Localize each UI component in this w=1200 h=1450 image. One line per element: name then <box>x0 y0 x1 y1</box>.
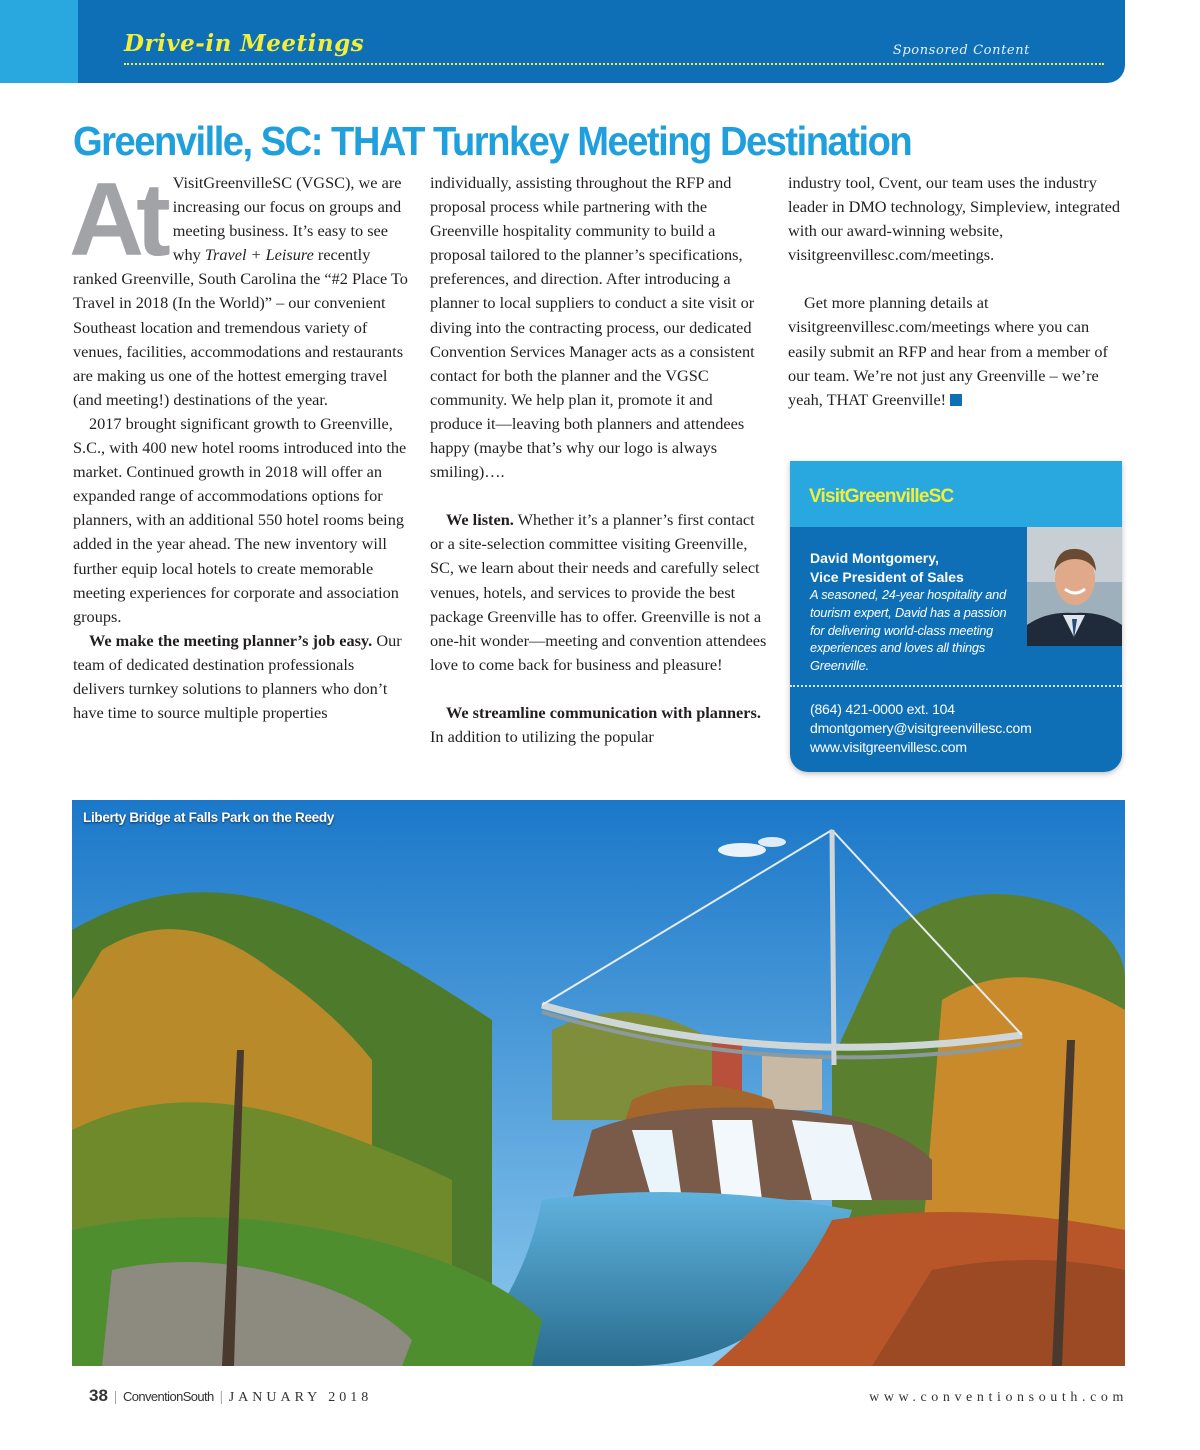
photo-caption: Liberty Bridge at Falls Park on the Reedy <box>83 810 335 825</box>
contact-email[interactable]: dmontgomery@visitgreenvillesc.com <box>810 720 1032 736</box>
lead-in-easy: We make the meeting planner’s job easy. <box>89 630 373 650</box>
paragraph-rfp: individually, assisting throughout the RFP and proposal process while partnering with the Greenville hospitality community to build a proposal tailored to the planner’s specifications, preferences, and direction. After introducing a planner to local suppliers to conduct a site visit or diving into the contracting process, our dedicated Convention Services Manager acts as a consistent contact for both the planner and the VGSC community. We help plan it, promote it and produce it—leaving both planners and attendees happy (maybe that’s why our logo is always smiling)…. <box>430 173 755 482</box>
page-footer <box>89 1386 372 1406</box>
paragraph-technology: industry tool, Cvent, our team uses the industry leader in DMO technology, Simpleview, integrated with our award-winning website, visitgreenvillesc.com/meetings. <box>788 173 1121 265</box>
header-accent-tab <box>0 0 78 83</box>
feature-photo <box>72 800 1125 1366</box>
paragraph-streamline <box>430 701 767 749</box>
header-dotted-rule <box>124 63 1104 65</box>
paragraph-listen-text: Whether it’s a planner’s first contact or a site-selection committee visiting Greenville, SC, we learn about their needs and carefully select venues, hotels, and services to provide the best package Greenville has to offer. Greenville is not a one-hit wonder—meeting and convention attendees love to come back for business and pleasure! <box>430 510 767 674</box>
paragraph-easy <box>73 629 408 725</box>
paragraph-streamline-text: In addition to utilizing the popular <box>430 726 654 746</box>
brand-logo-text: VisitGreenvilleSC <box>809 486 954 507</box>
section-header-band <box>0 0 1125 83</box>
intro-text-end: recently ranked Greenville, South Carolina the “#2 Place To Travel in 2018 (In the World)” – our convenient Southeast location and tremendous variety of venues, facilities, accommodations and restaurants are making us one of the hottest emerging travel (and meeting!) destinations of the year. <box>73 245 408 409</box>
section-title: Drive-in Meetings <box>124 30 365 57</box>
magazine-name: ConventionSouth <box>122 1389 214 1404</box>
paragraph-growth: 2017 brought significant growth to Greenville, S.C., with 400 new hotel rooms introduced into the market. Continued growth in 2018 will offer an expanded range of accommodations options for planners, with an additional 550 hotel rooms being added in the year ahead. The new inventory will further equip local hotels to create memorable meeting experiences for corporate and association groups. <box>73 413 407 626</box>
sponsored-content-label: Sponsored Content <box>892 43 1030 58</box>
drop-cap: At <box>69 162 163 278</box>
paragraph-closing <box>788 291 1128 411</box>
footer-separator: | <box>113 1389 117 1405</box>
footer-separator: | <box>219 1389 223 1405</box>
headshot-photo <box>1027 527 1122 646</box>
contact-bio: A seasoned, 24-year hospitality and tourism expert, David has a passion for delivering world-class meeting experiences and loves all things Greenville. <box>810 587 1007 674</box>
paragraph-easy-text: Our team of dedicated destination professionals delivers turnkey solutions to planners who don’t have time to source multiple properties <box>73 630 402 723</box>
contact-card-divider <box>790 685 1122 687</box>
contact-title: Vice President of Sales <box>810 569 964 585</box>
closing-text: Get more planning details at visitgreenvillesc.com/meetings where you can easily submit an RFP and hear from a member of our team. We’re not just any Greenville – we’re yeah, THAT Greenville! <box>788 293 1108 409</box>
issue-date: JANUARY 2018 <box>228 1390 373 1405</box>
lead-in-streamline: We streamline communication with planners. <box>446 702 761 722</box>
contact-name: David Montgomery, <box>810 550 939 566</box>
page-number: 38 <box>89 1386 108 1405</box>
intro-text-cont: It’s easy to see why <box>172 221 388 265</box>
end-of-article-mark <box>950 394 962 406</box>
contact-website[interactable]: www.visitgreenvillesc.com <box>810 739 967 755</box>
article-column-1 <box>69 162 408 725</box>
article-column-3 <box>788 171 1128 412</box>
paragraph-listen <box>430 508 767 677</box>
lead-in-listen: We listen. <box>446 510 514 530</box>
contact-phone: (864) 421-0000 ext. 104 <box>810 701 955 717</box>
publication-name: Travel + Leisure <box>204 245 314 265</box>
footer-website[interactable]: www.conventionsouth.com <box>869 1390 1128 1405</box>
article-headline: Greenville, SC: THAT Turnkey Meeting Destination <box>73 118 912 164</box>
article-column-2 <box>430 171 767 749</box>
contact-card <box>790 461 1122 772</box>
intro-text: VisitGreenvilleSC (VGSC), we are increasing our focus on groups and meeting business. <box>172 173 402 241</box>
